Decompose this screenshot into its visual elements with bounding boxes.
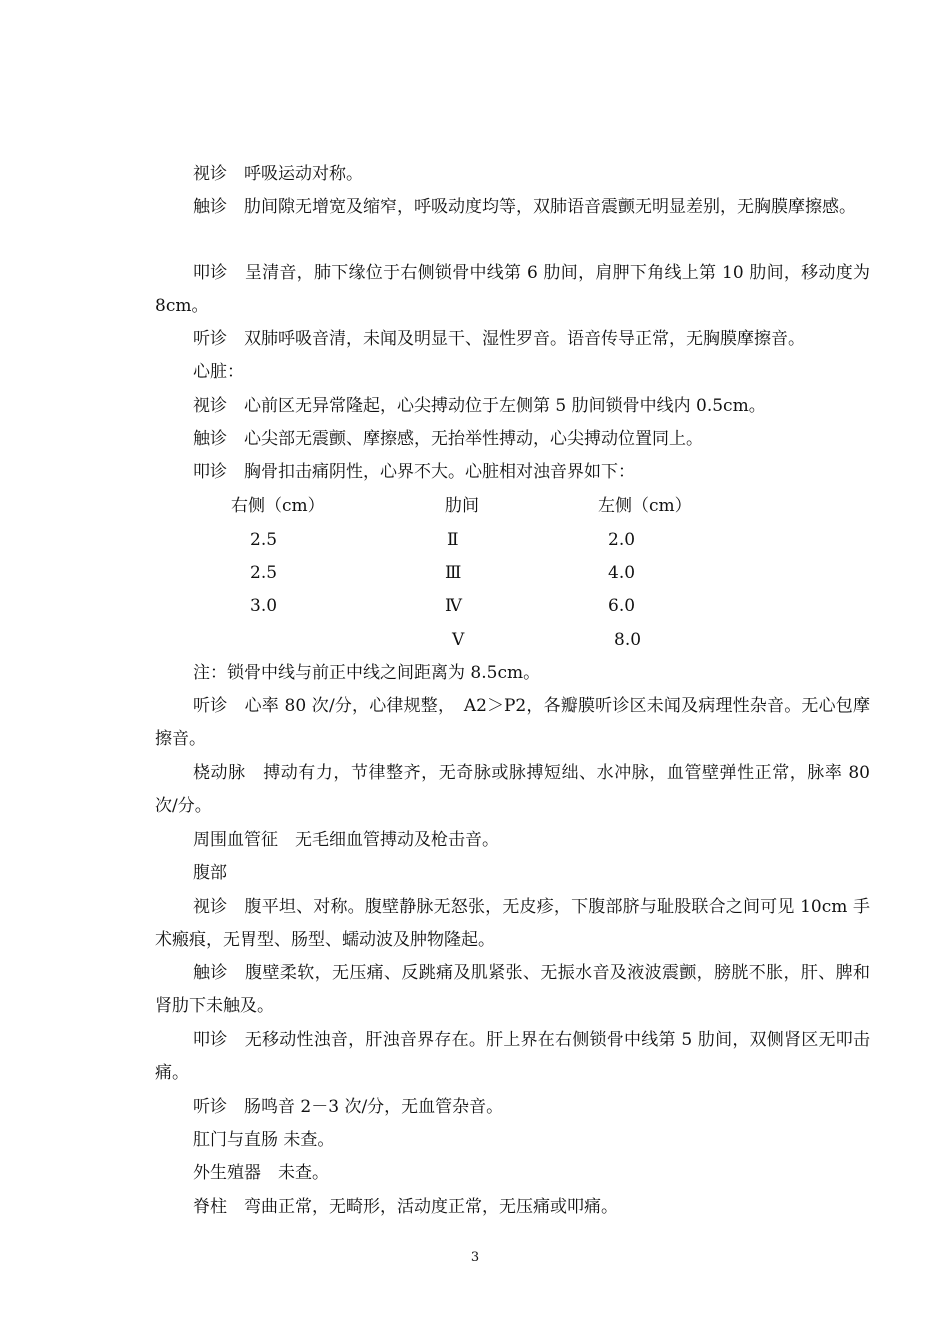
table-cell: Ⅲ — [445, 563, 462, 583]
table-cell: Ⅳ — [445, 596, 462, 616]
abdomen-heading: 腹部 — [193, 863, 227, 883]
table-cell: 2.0 — [608, 530, 636, 550]
clavicle-note: 注：锁骨中线与前正中线之间距离为 8.5cm。 — [193, 663, 541, 683]
abdomen-inspection: 视诊 腹平坦、对称。腹壁静脉无怒张，无皮疹，下腹部脐与耻股联合之间可见 10cm 手术瘢痕，无胃型、肠型、蠕动波及肿物隆起。 — [155, 897, 870, 950]
heart-inspection: 视诊 心前区无异常隆起，心尖搏动位于左侧第 5 肋间锁骨中线内 0.5cm。 — [193, 396, 766, 416]
table-cell: 3.0 — [250, 596, 278, 616]
lung-percussion: 叩诊 呈清音，肺下缘位于右侧锁骨中线第 6 肋间，肩胛下角线上第 10 肋间，移动度为 8cm。 — [155, 263, 870, 316]
heart-heading: 心脏： — [193, 362, 244, 382]
peripheral-vascular-sign: 周围血管征 无毛细血管搏动及枪击音。 — [193, 830, 499, 850]
table-header-intercostal: 肋间 — [445, 496, 479, 516]
table-cell: 4.0 — [608, 563, 636, 583]
lung-auscultation: 听诊 双肺呼吸音清，未闻及明显干、湿性罗音。语音传导正常，无胸膜摩擦音。 — [193, 329, 805, 349]
table-cell: 8.0 — [614, 630, 642, 650]
heart-percussion: 叩诊 胸骨扣击痛阴性，心界不大。心脏相对浊音界如下： — [193, 462, 635, 482]
table-cell: 2.5 — [250, 563, 278, 583]
abdomen-palpation: 触诊 腹壁柔软，无压痛、反跳痛及肌紧张、无振水音及液波震颤，膀胱不胀，肝、脾和肾肋下未触及。 — [155, 963, 870, 1016]
table-cell: 2.5 — [250, 530, 278, 550]
abdomen-percussion: 叩诊 无移动性浊音，肝浊音界存在。肝上界在右侧锁骨中线第 5 肋间，双侧肾区无叩击痛。 — [155, 1030, 870, 1083]
heart-palpation: 触诊 心尖部无震颤、摩擦感，无抬举性搏动，心尖搏动位置同上。 — [193, 429, 703, 449]
table-cell: Ⅴ — [452, 630, 465, 650]
lung-inspection: 视诊 呼吸运动对称。 — [193, 164, 363, 184]
table-header-left: 左侧（cm） — [598, 496, 692, 516]
table-header-right: 右侧（cm） — [231, 496, 325, 516]
spine: 脊柱 弯曲正常，无畸形，活动度正常，无压痛或叩痛。 — [193, 1197, 618, 1217]
anus-rectum: 肛门与直肠 未查。 — [193, 1130, 335, 1150]
abdomen-auscultation: 听诊 肠鸣音 2－3 次/分，无血管杂音。 — [193, 1097, 504, 1117]
page-number: 3 — [470, 1250, 480, 1265]
radial-artery: 桡动脉 搏动有力，节律整齐，无奇脉或脉搏短绌、水冲脉，血管壁弹性正常，脉率 80 次/分。 — [155, 763, 870, 816]
table-cell: 6.0 — [608, 596, 636, 616]
lung-palpation: 触诊 肋间隙无增宽及缩窄，呼吸动度均等，双肺语音震颤无明显差别，无胸膜摩擦感。 — [193, 197, 856, 217]
external-genitalia: 外生殖器 未查。 — [193, 1163, 329, 1183]
table-cell: Ⅱ — [447, 530, 459, 550]
heart-auscultation: 听诊 心率 80 次/分，心律规整， A2＞P2，各瓣膜听诊区未闻及病理性杂音。无心包摩擦音。 — [155, 696, 870, 749]
